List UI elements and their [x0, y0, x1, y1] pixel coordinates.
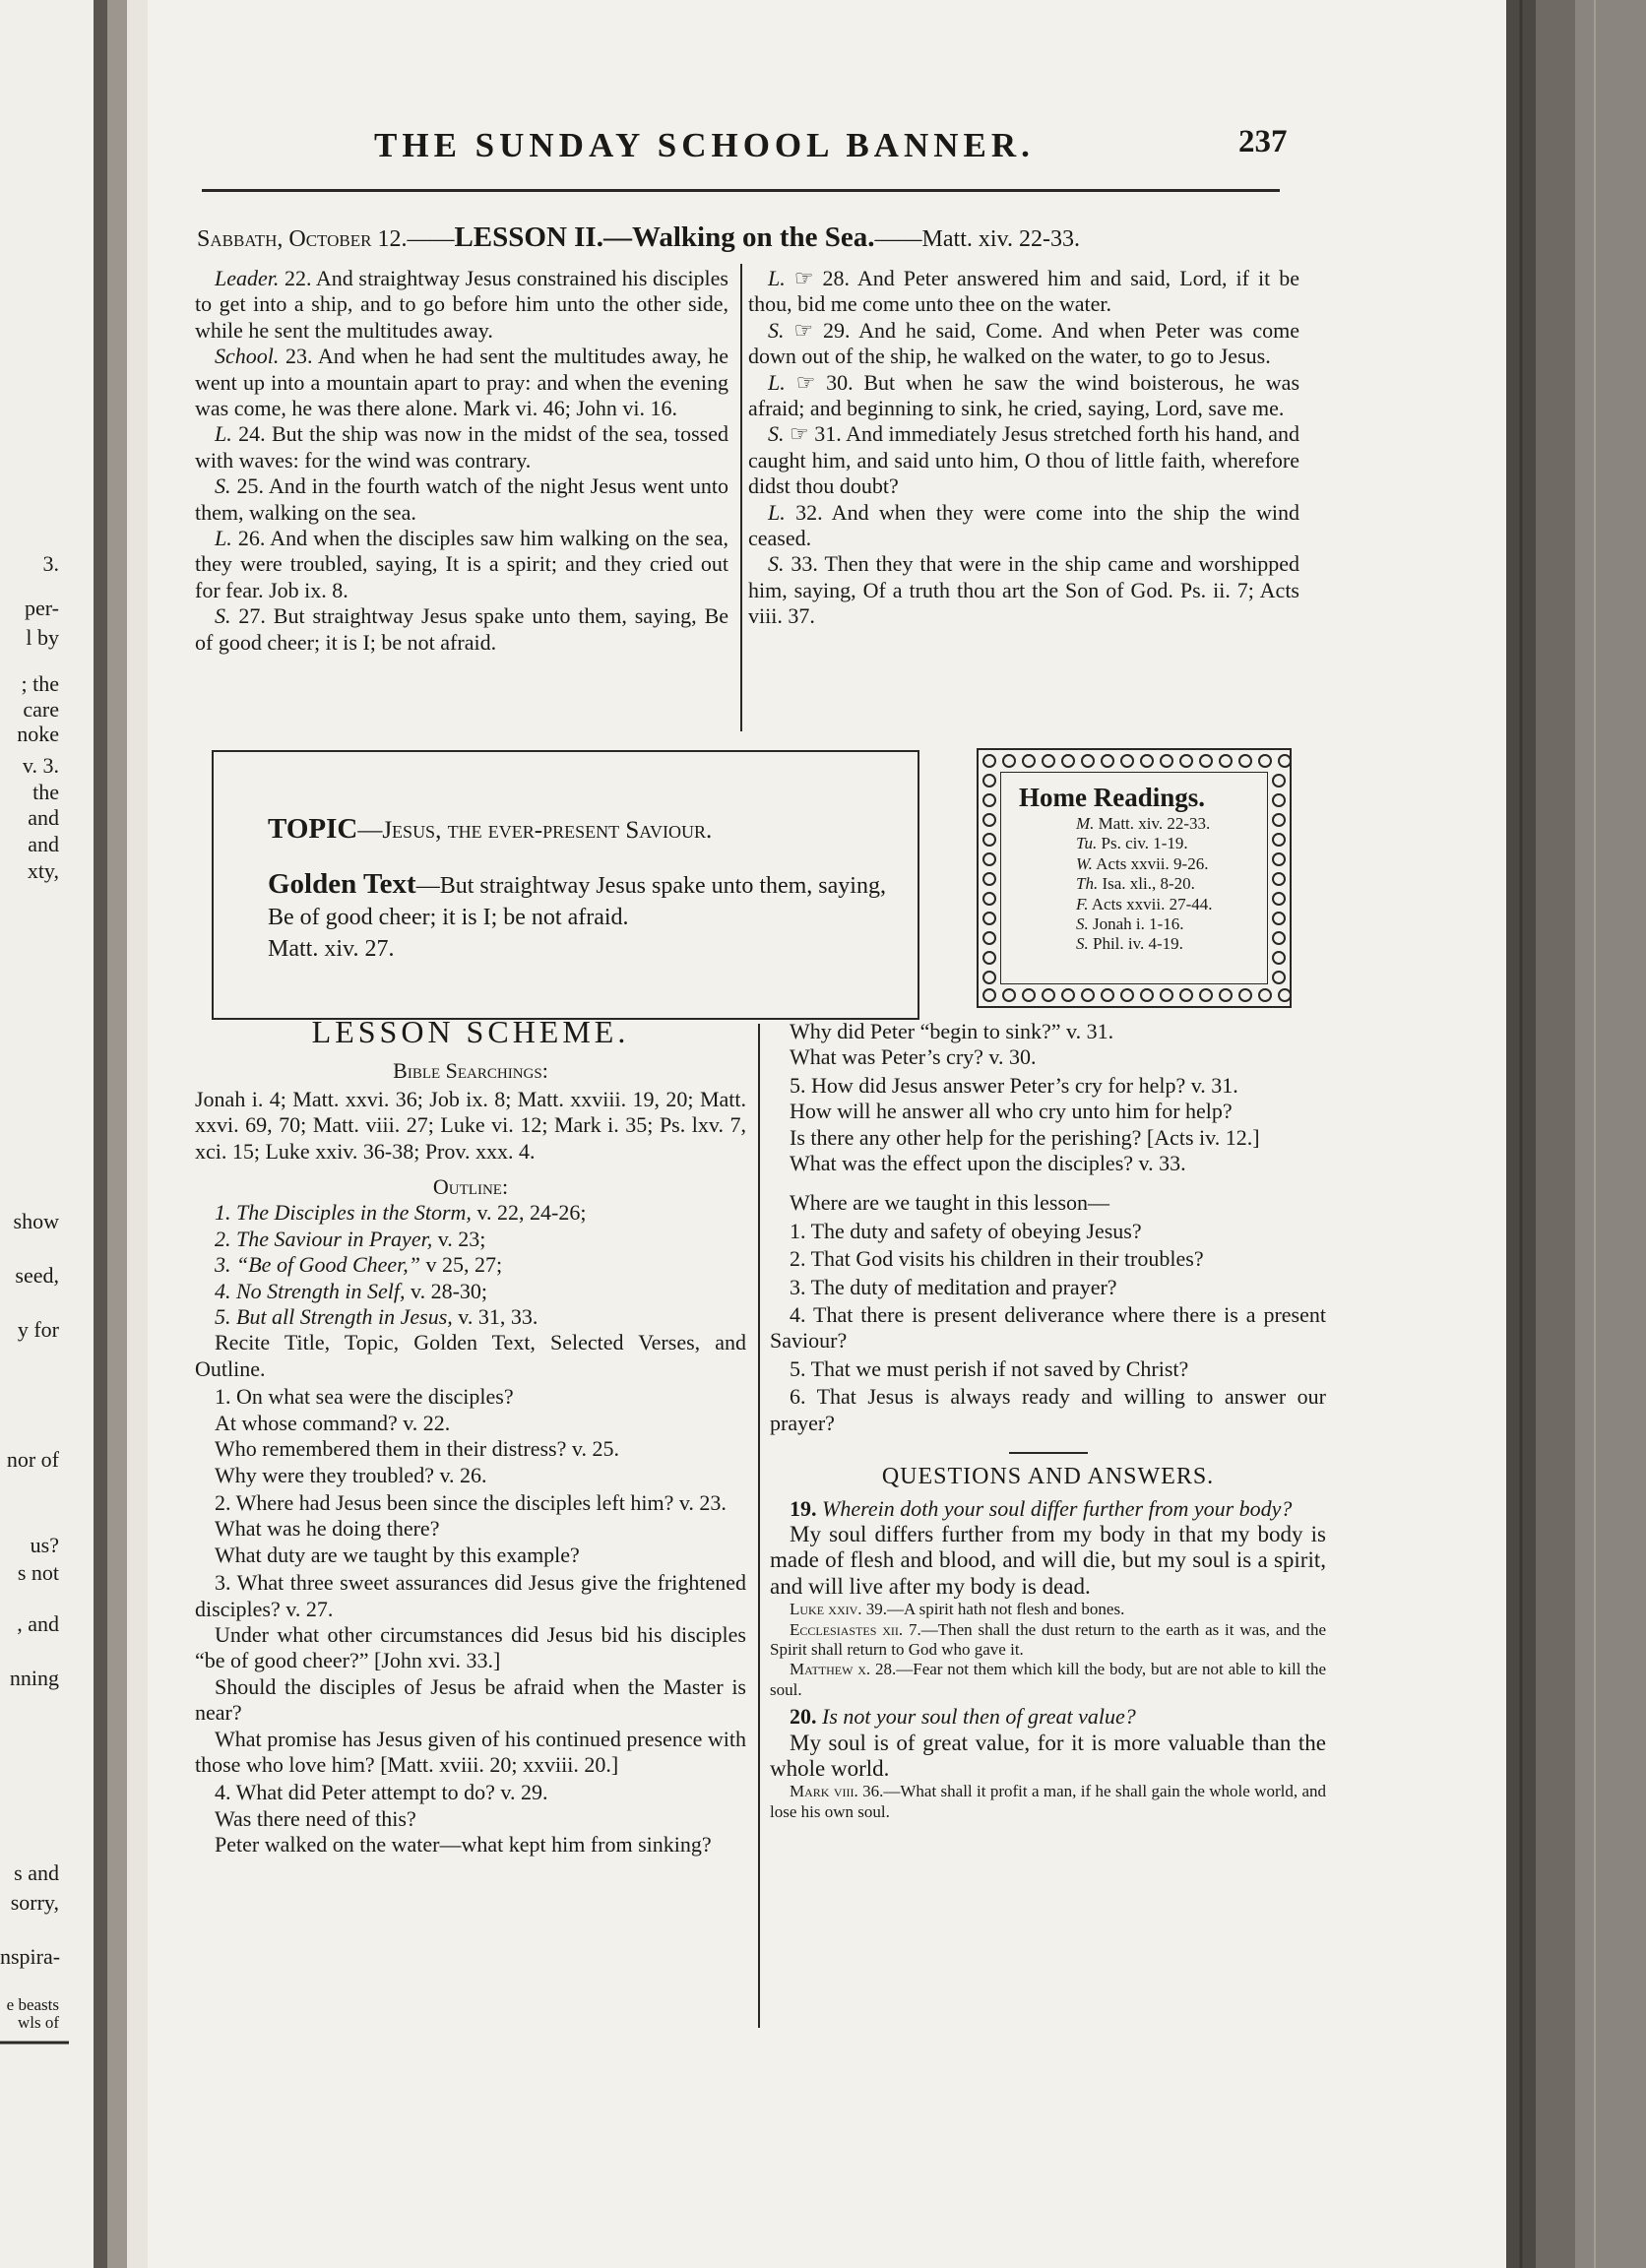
- q20-references: [770, 1782, 1326, 1822]
- outline-number: 5.: [215, 1304, 231, 1330]
- proof-text: —A spirit hath not flesh and bones.: [887, 1600, 1125, 1619]
- ornament-dot: [1082, 755, 1094, 767]
- scheme-question: Should the disciples of Jesus be afraid when the Master is near?: [195, 1673, 746, 1726]
- outline-text: No Strength in Self,: [236, 1278, 406, 1303]
- ornament-dot: [983, 893, 995, 905]
- left-page-fragment: show: [13, 1209, 59, 1233]
- scheme-question: What was Peter’s cry? v. 30.: [790, 1044, 1037, 1070]
- scheme-question: Peter walked on the water—what kept him from sinking?: [215, 1832, 712, 1858]
- proof-text: —What shall it profit a man, if he shall gain the whole world, and lose his own soul.: [770, 1782, 1326, 1821]
- ornament-dot: [1273, 873, 1285, 885]
- left-page-fragment: s and: [14, 1860, 59, 1885]
- reading-ref: Phil. iv. 4-19.: [1093, 934, 1183, 954]
- ornament-dot: [1141, 755, 1153, 767]
- reading-day: W.: [1076, 853, 1093, 873]
- outline-item: [195, 1252, 746, 1278]
- scheme-question: What promise has Jesus given of his continued presence with those who love him? [Matt. xviii. 20; xxviii. 20.]: [195, 1726, 746, 1777]
- scripture-proof: [770, 1782, 1326, 1822]
- ornament-dot: [1003, 755, 1015, 767]
- outline-item: [195, 1304, 746, 1330]
- ornament-dot: [983, 794, 995, 806]
- answer-19: My soul differs further from my body in that my body is made of flesh and blood, and will die, but my soul is a spirit, and will live after my body is dead.: [770, 1521, 1326, 1599]
- scripture-verse: [748, 370, 1299, 422]
- ornament-dot: [1273, 794, 1285, 806]
- verse-text: 32. And when they were come into the ship the wind ceased.: [748, 499, 1300, 551]
- reading-ref: Jonah i. 1-16.: [1093, 914, 1184, 934]
- speaker-label: S.: [215, 603, 231, 629]
- scheme-question: At whose command? v. 22.: [215, 1410, 451, 1435]
- topic-label: TOPIC: [268, 813, 358, 845]
- outline-ref: v 25, 27;: [425, 1252, 503, 1278]
- section-rule: [1009, 1452, 1088, 1454]
- speaker-label: L.: [768, 266, 786, 290]
- left-page-fragment: nor of: [6, 1447, 59, 1472]
- left-page-fragment: sorry,: [10, 1890, 59, 1915]
- q19-number: 19.: [790, 1495, 817, 1521]
- column-rule-top: [740, 264, 742, 731]
- ornament-dot: [1161, 755, 1172, 767]
- scheme-question: How will he answer all who cry unto him for help?: [790, 1099, 1233, 1124]
- scheme-question: What was he doing there?: [215, 1516, 440, 1542]
- proof-text: —Fear not them which kill the body, but are not able to kill the soul.: [770, 1660, 1326, 1699]
- verse-text: 25. And in the fourth watch of the night Jesus went unto them, walking on the sea.: [195, 473, 728, 525]
- ornament-dot: [983, 755, 995, 767]
- speaker-label: School.: [215, 344, 280, 369]
- reading-day: M.: [1076, 814, 1095, 833]
- verse-text: 27. But straightway Jesus spake unto them, saying, Be of good cheer; it is I; be not afraid.: [195, 603, 729, 655]
- verse-text: ☞ 30. But when he saw the wind boisterous, he was afraid; and beginning to sink, he cried, saying, Lord, save me.: [748, 369, 1300, 421]
- q20-question: Is not your soul then of great value?: [822, 1704, 1136, 1730]
- ornament-dot: [983, 853, 995, 865]
- left-page-fragment: xty,: [27, 858, 59, 883]
- reading-ref: Isa. xli., 8-20.: [1102, 874, 1195, 894]
- outline-item: [195, 1200, 746, 1226]
- ornament-dot: [1102, 989, 1113, 1001]
- speaker-label: L.: [215, 421, 232, 447]
- speaker-label: L.: [768, 499, 786, 525]
- ornament-dot: [983, 913, 995, 924]
- lesson-date: Sabbath, October 12.——: [197, 226, 455, 252]
- ornament-dot: [1273, 775, 1285, 787]
- verse-text: 33. Then they that were in the ship came and worshipped him, saying, Of a truth thou art the Son of God. Ps. ii. 7; Acts viii. 37.: [748, 551, 1299, 629]
- qa-heading: QUESTIONS AND ANSWERS.: [881, 1464, 1215, 1490]
- scripture-proof: [770, 1660, 1326, 1700]
- left-page-fragment: seed,: [15, 1263, 59, 1288]
- ornament-dot: [1062, 755, 1074, 767]
- outline-number: 2.: [215, 1226, 231, 1251]
- ornament-dot: [1180, 755, 1192, 767]
- outline-text: The Saviour in Prayer,: [236, 1226, 433, 1251]
- ornament-dot: [983, 873, 995, 885]
- lesson-scheme-left-column: [195, 1014, 746, 1858]
- ornament-dot: [1043, 989, 1054, 1001]
- scheme-question: 2. Where had Jesus been since the disciples left him? v. 23.: [215, 1489, 727, 1515]
- scheme-question: 5. How did Jesus answer Peter’s cry for help? v. 31.: [790, 1072, 1238, 1098]
- ornament-dot: [1279, 989, 1290, 1001]
- scripture-verse: [748, 318, 1299, 370]
- ornament-dot: [1259, 755, 1271, 767]
- running-title: THE SUNDAY SCHOOL BANNER.: [374, 126, 1035, 164]
- ornament-dot: [1239, 989, 1251, 1001]
- ornament-dot: [1082, 989, 1094, 1001]
- outline-number: 1.: [215, 1200, 231, 1226]
- verse-text: 23. And when he had sent the multitudes away, he went up into a mountain apart to pray: and when the evening was come, he was there alone. Mark vi. 46; John vi. 16.: [195, 344, 729, 421]
- outline-item: [195, 1227, 746, 1252]
- scripture-proof: [770, 1600, 1326, 1619]
- scripture-verse: [748, 551, 1299, 629]
- scheme-question: Who remembered them in their distress? v. 25.: [215, 1436, 619, 1462]
- reading-ref: Acts xxvii. 9-26.: [1096, 853, 1209, 873]
- speaker-label: S.: [768, 421, 785, 447]
- speaker-label: L.: [768, 369, 786, 395]
- column-rule-bottom: [758, 1024, 760, 2028]
- speaker-label: L.: [215, 526, 232, 551]
- question-20: [770, 1704, 1326, 1730]
- outline-number: 3.: [215, 1252, 231, 1278]
- left-page-fragment: , and: [17, 1611, 59, 1636]
- golden-text-label: Golden Text: [268, 868, 416, 900]
- outline-heading: Outline:: [432, 1174, 509, 1200]
- scripture-verse: [748, 500, 1299, 552]
- ornament-dot: [983, 972, 995, 983]
- question-19: [770, 1496, 1326, 1522]
- scheme-question: 4. What did Peter attempt to do? v. 29.: [215, 1780, 548, 1805]
- proof-text: —Then shall the dust return to the earth as it was, and the Spirit shall return to God who gave it.: [770, 1619, 1326, 1659]
- scheme-question: What duty are we taught by this example?: [215, 1542, 580, 1567]
- scripture-verse: [195, 603, 728, 656]
- reading-day: Th.: [1076, 874, 1099, 894]
- left-page-fragment: wls of: [17, 2013, 59, 2032]
- verse-text: ☞ 28. And Peter answered him and said, Lord, if it be thou, bid me come unto thee on the water.: [748, 266, 1300, 317]
- ornament-dot: [1161, 989, 1172, 1001]
- scripture-verse: [748, 266, 1299, 318]
- ornament-dot: [1200, 989, 1212, 1001]
- ornament-dot: [1003, 989, 1015, 1001]
- ornament-dot: [983, 834, 995, 846]
- left-page-fragment: v. 3.: [22, 753, 59, 778]
- taught-item: 4. That there is present deliverance where there is a present Saviour?: [770, 1302, 1326, 1354]
- left-page-fragment: nspira-: [0, 1944, 61, 1969]
- ornament-dot: [1043, 755, 1054, 767]
- scripture-proof: [770, 1620, 1326, 1661]
- outline-ref: v. 31, 33.: [458, 1304, 538, 1330]
- q19-question: Wherein doth your soul differ further from your body?: [822, 1495, 1293, 1521]
- bible-searchings: Jonah i. 4; Matt. xxvi. 36; Job ix. 8; Matt. xxviii. 19, 20; Matt. xxvi. 69, 70; Matt. viii. 27; Luke vi. 12; Mark i. 35; Ps. lxv. 7, xci. 15; Luke xxiv. 36-38; Prov. xxx. 4.: [195, 1086, 746, 1164]
- ornament-dot: [983, 775, 995, 787]
- reading-day: S.: [1076, 934, 1089, 954]
- home-reading-item: [1039, 814, 1267, 834]
- home-reading-item: [1039, 834, 1267, 853]
- proof-reference: Luke xxiv. 39.: [790, 1600, 888, 1619]
- ornament-dot: [1121, 755, 1133, 767]
- scheme-question: Under what other circumstances did Jesus bid his disciples “be of good cheer?” [John xvi. 33.]: [195, 1621, 746, 1673]
- ornament-dot: [1141, 989, 1153, 1001]
- speaker-label: S.: [215, 473, 231, 499]
- golden-text: —But straightway Jesus spake unto them, saying, Be of good cheer; it is I; be not afraid.: [268, 873, 886, 930]
- ornament-dot: [1273, 814, 1285, 826]
- reading-day: Tu.: [1076, 834, 1098, 853]
- ornament-dot: [1180, 989, 1192, 1001]
- ornament-dot: [983, 952, 995, 964]
- ornament-dot: [1220, 755, 1232, 767]
- ornament-dot: [1273, 932, 1285, 944]
- outline-text: The Disciples in the Storm,: [236, 1200, 472, 1226]
- left-page-fragment: l by: [26, 625, 59, 650]
- ornament-dot: [983, 814, 995, 826]
- left-page-fragment: nning: [9, 1666, 59, 1690]
- answer-20: My soul is of great value, for it is more valuable than the whole world.: [770, 1730, 1326, 1781]
- outline-ref: v. 23;: [437, 1226, 486, 1251]
- lesson-scheme-heading: LESSON SCHEME.: [311, 1014, 630, 1049]
- topic-box: [212, 750, 919, 1020]
- q19-references: [770, 1600, 1326, 1700]
- verse-text: 24. But the ship was now in the midst of the sea, tossed with waves: for the wind was contrary.: [195, 421, 728, 472]
- taught-list: [770, 1219, 1326, 1436]
- scheme-question: Why did Peter “begin to sink?” v. 31.: [790, 1019, 1114, 1043]
- scripture-verse: [195, 266, 728, 344]
- ornament-dot: [1273, 853, 1285, 865]
- lesson-reference: ——Matt. xiv. 22-33.: [874, 226, 1080, 252]
- left-page-fragment: y for: [17, 1317, 59, 1342]
- ornament-dot: [1273, 913, 1285, 924]
- left-page-fragment: and: [28, 832, 59, 856]
- scripture-right-column: [748, 266, 1299, 630]
- verse-text: 26. And when the disciples saw him walking on the sea, they were troubled, saying, It is a spirit; and they cried out for fear. Job ix. 8.: [195, 526, 728, 602]
- taught-item: 3. The duty of meditation and prayer?: [790, 1274, 1117, 1299]
- reading-ref: Ps. civ. 1-19.: [1101, 834, 1188, 853]
- left-page-fragment: per-: [25, 596, 59, 620]
- reading-ref: Matt. xiv. 22-33.: [1098, 814, 1211, 833]
- ornament-dot: [983, 932, 995, 944]
- ornament-dot: [1273, 972, 1285, 983]
- scripture-left-column: [195, 266, 728, 656]
- scripture-verse: [195, 344, 728, 421]
- questions-left: [195, 1384, 746, 1858]
- left-page-fragment: care: [23, 697, 59, 722]
- recite-line: Recite Title, Topic, Golden Text, Selected Verses, and Outline.: [195, 1330, 746, 1381]
- scripture-verse: [195, 421, 728, 473]
- questions-right: [770, 1019, 1326, 1176]
- left-page-fragment: 3.: [42, 551, 59, 576]
- bible-searchings-heading: Bible Searchings:: [393, 1058, 548, 1084]
- proof-reference: Ecclesiastes xii. 7.: [790, 1619, 921, 1639]
- reading-day: S.: [1076, 914, 1089, 934]
- outline-item: [195, 1279, 746, 1304]
- scripture-verse: [195, 473, 728, 526]
- scheme-question: 1. On what sea were the disciples?: [215, 1384, 514, 1410]
- ornament-dot: [1200, 755, 1212, 767]
- ornament-dot: [1273, 893, 1285, 905]
- outline-list: [195, 1200, 746, 1330]
- left-page-fragment: us?: [30, 1533, 59, 1557]
- taught-item: 5. That we must perish if not saved by Christ?: [790, 1355, 1189, 1381]
- speaker-label: S.: [768, 317, 785, 343]
- speaker-label: Leader.: [215, 266, 280, 290]
- scheme-question: Is there any other help for the perishing? [Acts iv. 12.]: [790, 1124, 1260, 1150]
- ornament-dot: [1062, 989, 1074, 1001]
- left-page-fragment: e beasts: [6, 1995, 59, 2014]
- ornament-dot: [1023, 989, 1035, 1001]
- ornament-dot: [1023, 755, 1035, 767]
- left-page-fragment: noke: [17, 722, 59, 746]
- home-readings-list: [1001, 814, 1267, 955]
- reading-ref: Acts xxvii. 27-44.: [1091, 894, 1213, 914]
- topic-text: —Jesus, the ever-present Saviour.: [357, 817, 713, 844]
- outline-text: But all Strength in Jesus,: [236, 1304, 453, 1330]
- home-readings-box: [977, 748, 1292, 1008]
- taught-item: 1. The duty and safety of obeying Jesus?: [790, 1218, 1142, 1243]
- home-readings-inner: [1000, 772, 1268, 984]
- reading-day: F.: [1076, 894, 1089, 914]
- speaker-label: S.: [768, 551, 785, 577]
- lesson-heading: [197, 221, 1290, 254]
- scheme-question: Why were they troubled? v. 26.: [215, 1462, 487, 1487]
- scripture-verse: [195, 526, 728, 603]
- ornament-dot: [983, 989, 995, 1001]
- left-page-fragment: and: [28, 805, 59, 830]
- outline-ref: v. 22, 24-26;: [476, 1200, 587, 1226]
- proof-reference: Mark viii. 36.: [790, 1782, 884, 1801]
- scheme-question: What was the effect upon the disciples? v. 33.: [790, 1151, 1186, 1176]
- home-reading-item: [1039, 854, 1267, 874]
- scheme-question: 3. What three sweet assurances did Jesus give the frightened disciples? v. 27.: [195, 1570, 746, 1621]
- home-reading-item: [1039, 895, 1267, 914]
- home-reading-item: [1039, 934, 1267, 954]
- golden-text-reference: Matt. xiv. 27.: [268, 936, 395, 962]
- home-reading-item: [1039, 914, 1267, 934]
- scheme-question: Was there need of this?: [215, 1805, 416, 1831]
- page-number: 237: [1238, 124, 1288, 159]
- ornament-dot: [1102, 755, 1113, 767]
- lesson-scheme-right-column: [770, 1019, 1326, 1822]
- scripture-verse: [748, 421, 1299, 499]
- outline-text: “Be of Good Cheer,”: [236, 1252, 420, 1278]
- ornament-dot: [1259, 989, 1271, 1001]
- ornament-dot: [1220, 989, 1232, 1001]
- home-reading-item: [1039, 874, 1267, 894]
- ornament-dot: [1279, 755, 1290, 767]
- ornament-dot: [1273, 952, 1285, 964]
- ornament-dot: [1273, 834, 1285, 846]
- taught-heading: Where are we taught in this lesson—: [790, 1190, 1110, 1216]
- verse-text: 22. And straightway Jesus constrained his disciples to get into a ship, and to go before him unto the other side, while he sent the multitudes away.: [195, 266, 728, 343]
- taught-item: 6. That Jesus is always ready and willing to answer our prayer?: [770, 1384, 1326, 1435]
- ornament-dot: [1121, 989, 1133, 1001]
- proof-reference: Matthew x. 28.: [790, 1660, 897, 1679]
- outline-number: 4.: [215, 1278, 231, 1303]
- outline-ref: v. 28-30;: [411, 1278, 488, 1303]
- header-rule: [202, 189, 1280, 192]
- home-readings-title: Home Readings.: [1019, 783, 1205, 812]
- left-page-fragment: the: [32, 780, 59, 804]
- left-page-fragment: ; the: [21, 671, 59, 696]
- lesson-title: LESSON II.—Walking on the Sea.: [454, 221, 875, 253]
- ornament-dot: [1239, 755, 1251, 767]
- q20-number: 20.: [790, 1704, 817, 1730]
- taught-item: 2. That God visits his children in their troubles?: [790, 1246, 1204, 1272]
- verse-text: ☞ 29. And he said, Come. And when Peter was come down out of the ship, he walked on the water, to go to Jesus.: [748, 317, 1299, 369]
- left-page-fragment: s not: [17, 1560, 59, 1585]
- verse-text: ☞ 31. And immediately Jesus stretched forth his hand, and caught him, and said unto him, O thou of little faith, wherefore didst thou doubt?: [748, 421, 1299, 499]
